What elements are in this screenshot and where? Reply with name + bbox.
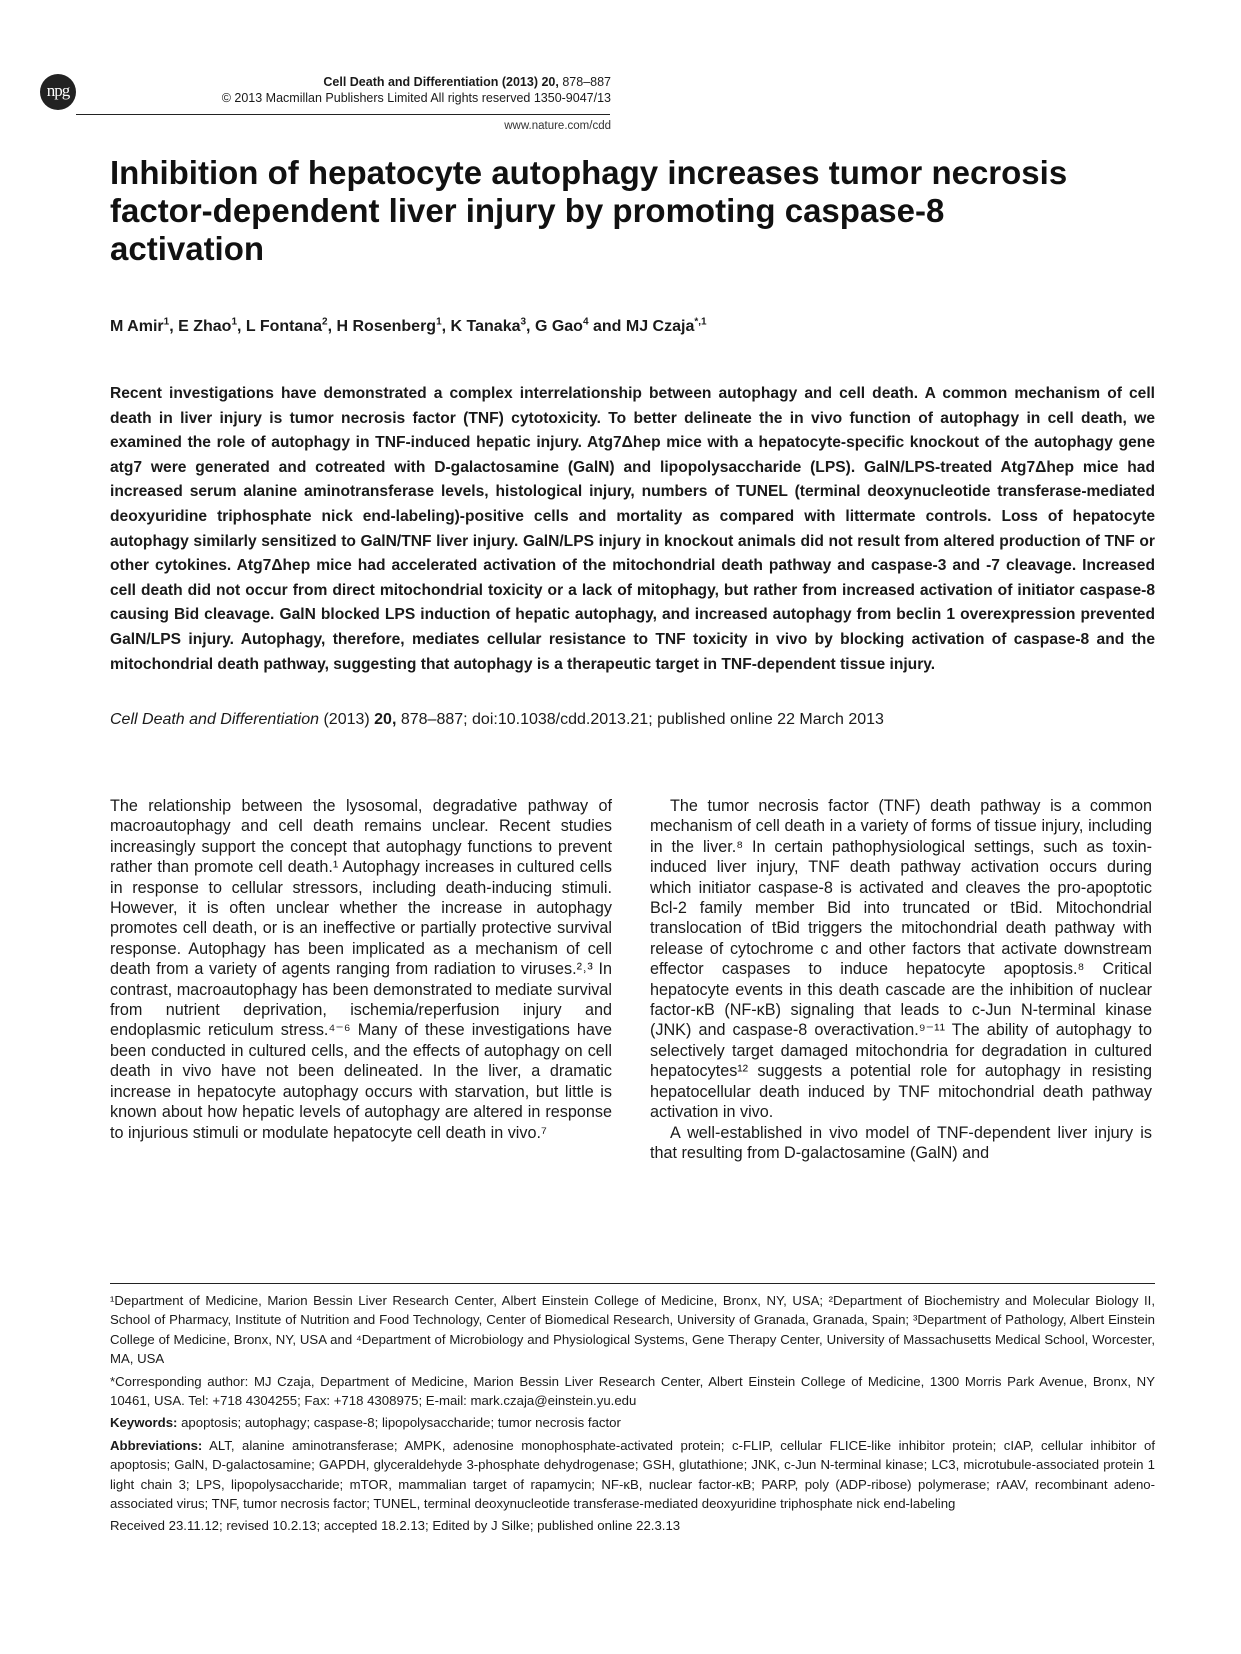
journal-header (222, 74, 611, 106)
author: H Rosenberg$^1$, (336, 316, 451, 335)
footnotes (110, 1291, 1155, 1539)
paragraph: The relationship between the lysosomal, degradative pathway of macroautophagy and cell death remains unclear. Recent studies increasingly support the concept that autophagy functions to prevent rather than promote cell death.¹ Autophagy increases in cultured cells in response to cellular stressors, including death-inducing stimuli. However, it is often unclear whether the increase in autophagy promotes cell death, or is an ineffective or partially protective survival response. Autophagy has been implicated as a mechanism of cell death from a variety of agents ranging from radiation to viruses.²˒³ In contrast, macroautophagy has been demonstrated to mediate survival from nutrient deprivation, ischemia/reperfusion injury and endoplasmic reticulum stress.⁴⁻⁶ Many of these investigations have been conducted in cultured cells, and the effects of autophagy on cell death in vivo have not been delineated. In the liver, a dramatic increase in hepatocyte autophagy occurs with starvation, but little is known about how hepatic levels of autophagy are altered in response to injurious stimuli or modulate hepatocyte cell death in vivo.⁷ (110, 797, 612, 1142)
page-range: 878–887 (558, 75, 611, 89)
author-list: M Amir$^1$, E Zhao$^1$, L Fontana$^2$, H Rosenberg$^1$, K Tanaka$^3$, G Gao$^4$ and MJ Czaja$^{*,1}$ (110, 316, 707, 335)
author: MJ Czaja$^{*,1}$ (625, 316, 707, 335)
author: L Fontana$^2$, (245, 316, 337, 335)
journal-name: Cell Death and Differentiation (2013) 20, (323, 75, 559, 89)
npg-logo: npg (40, 74, 76, 110)
footnote-rule (110, 1283, 1155, 1284)
abstract: Recent investigations have demonstrated a complex interrelationship between autophagy and cell death. A common mechanism of cell death in liver injury is tumor necrosis factor (TNF) cytotoxicity. To better delineate the in vivo function of autophagy in cell death, we examined the role of autophagy in TNF-induced hepatic injury. Atg7Δhep mice with a hepatocyte-specific knockout of the autophagy gene atg7 were generated and cotreated with D-galactosamine (GalN) and lipopolysaccharide (LPS). GalN/LPS-treated Atg7Δhep mice had increased serum alanine aminotransferase levels, histological injury, numbers of TUNEL (terminal deoxynucleotide transferase-mediated deoxyuridine triphosphate nick end-labeling)-positive cells and mortality as compared with littermate controls. Loss of hepatocyte autophagy similarly sensitized to GalN/TNF liver injury. GalN/LPS injury in knockout animals did not result from altered production of TNF or other cytokines. Atg7Δhep mice had accelerated activation of the mitochondrial death pathway and caspase-3 and -7 cleavage. Increased cell death did not occur from direct mitochondrial toxicity or a lack of mitophagy, but rather from increased activation of initiator caspase-8 causing Bid cleavage. GalN blocked LPS induction of hepatic autophagy, and increased autophagy from beclin 1 overexpression prevented GalN/LPS injury. Autophagy, therefore, mediates cellular resistance to TNF toxicity in vivo by blocking activation of caspase-8 and the mitochondrial death pathway, suggesting that autophagy is a therapeutic target in TNF-dependent tissue injury. (110, 385, 1155, 673)
author: K Tanaka$^3$, (450, 316, 535, 335)
received-dates: Received 23.11.12; revised 10.2.13; accepted 18.2.13; Edited by J Silke; published online 22.3.13 (110, 1518, 681, 1534)
author: E Zhao$^1$, (178, 316, 246, 335)
journal-url[interactable]: www.nature.com/cdd (504, 120, 611, 132)
abbreviations: Abbreviations: ALT, alanine aminotransferase; AMPK, adenosine monophosphate-activated protein; c-FLIP, cellular FLICE-like inhibitor protein; cIAP, cellular inhibitor of apoptosis; GalN, D-galactosamine; GAPDH, glyceraldehyde 3-phosphate dehydrogenase; GSH, glutathione; JNK, c-Jun N-terminal kinase; LC3, microtubule-associated protein 1 light chain 3; LPS, lipopolysaccharide; mTOR, mammalian target of rapamycin; NF-κB, nuclear factor-κB; PARP, poly (ADP-ribose) polymerase; rAAV, recombinant adeno-associated virus; TNF, tumor necrosis factor; TUNEL, terminal deoxynucleotide transferase-mediated deoxyuridine triphosphate nick end-labeling (110, 1437, 1155, 1512)
copyright: © 2013 Macmillan Publishers Limited All rights reserved 1350-9047/13 (221, 91, 611, 105)
paragraph: A well-established in vivo model of TNF-dependent liver injury is that resulting from D-galactosamine (GalN) and (650, 1123, 1152, 1162)
corresponding-author: *Corresponding author: MJ Czaja, Department of Medicine, Marion Bessin Liver Research Center, Albert Einstein College of Medicine, 1300 Morris Park Avenue, Bronx, NY 10461, USA. Tel: +718 4304255; Fax: +718 4308975; E-mail: mark.czaja@einstein.yu.edu (110, 1373, 1155, 1409)
body-column-left (110, 796, 612, 1143)
header-rule (76, 114, 610, 115)
article-title: Inhibition of hepatocyte autophagy increases tumor necrosis factor-dependent liver injury by promoting caspase-8 activation (110, 154, 1068, 267)
paragraph: The tumor necrosis factor (TNF) death pathway is a common mechanism of cell death in a variety of forms of tissue injury, including in the liver.⁸ In certain pathophysiological settings, such as toxin-induced liver injury, TNF death pathway activation occurs during which initiator caspase-8 is activated and cleaves the pro-apoptotic Bcl-2 family member Bid into truncated or tBid. Mitochondrial translocation of tBid triggers the mitochondrial death pathway with release of cytochrome c and other factors that activate downstream effector caspases to induce hepatocyte apoptosis.⁸ Critical hepatocyte events in this death cascade are the inhibition of nuclear factor-κB (NF-κB) signaling that leads to c-Jun N-terminal kinase (JNK) and caspase-8 overactivation.⁹⁻¹¹ The ability of autophagy to selectively target damaged mitochondria for degradation in cultured hepatocytes¹² suggests a potential role for autophagy in resisting hepatocellular death induced by TNF mitochondrial death pathway activation in vivo. (650, 797, 1152, 1122)
author: M Amir$^1$, (110, 316, 179, 335)
author: G Gao$^4$ (534, 316, 589, 335)
body-column-right (650, 796, 1152, 1163)
citation-line: Cell Death and Differentiation (2013) 20, 878–887; doi:10.1038/cdd.2013.21; published online 22 March 2013 (110, 711, 884, 728)
keywords: Keywords: apoptosis; autophagy; caspase-8; lipopolysaccharide; tumor necrosis factor (110, 1415, 621, 1431)
affiliations: ¹Department of Medicine, Marion Bessin Liver Research Center, Albert Einstein College of Medicine, Bronx, NY, USA; ²Department of Biochemistry and Molecular Biology II, School of Pharmacy, Institute of Nutrition and Food Technology, Center of Biomedical Research, University of Granada, Granada, Spain; ³Department of Pathology, Albert Einstein College of Medicine, Bronx, NY, USA and ⁴Department of Microbiology and Physiological Systems, Gene Therapy Center, University of Massachusetts Medical School, Worcester, MA, USA (110, 1293, 1155, 1367)
